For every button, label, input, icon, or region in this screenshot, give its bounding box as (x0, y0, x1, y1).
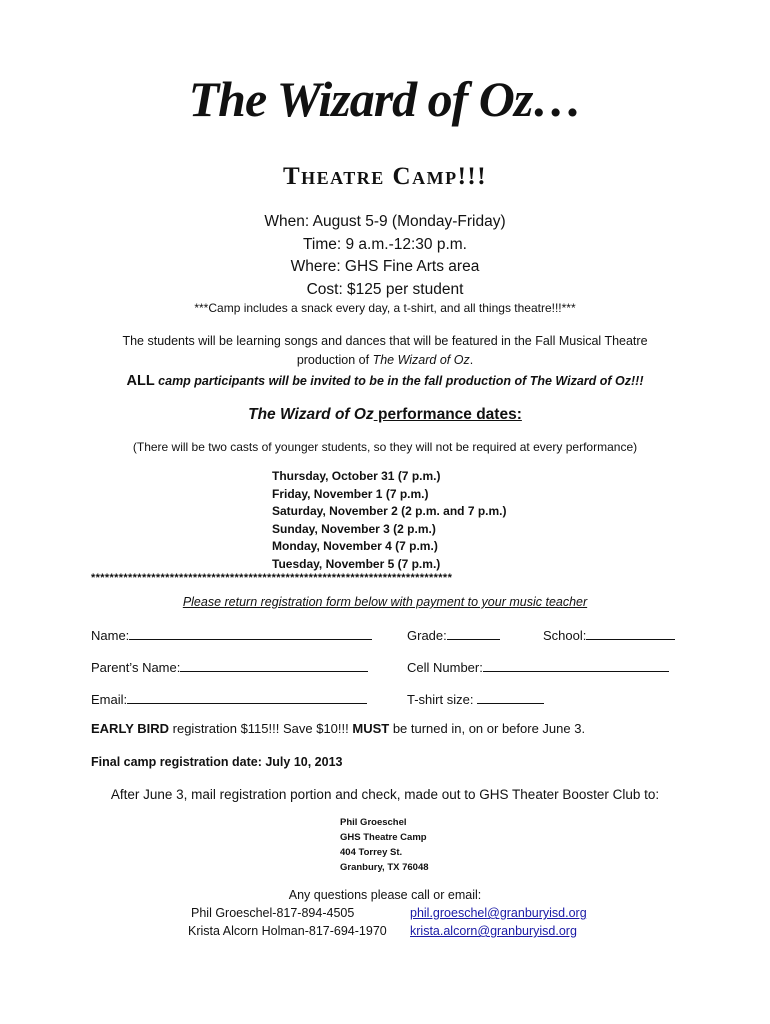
performance-dates (272, 468, 507, 574)
description (0, 332, 770, 370)
email-field[interactable] (91, 691, 367, 707)
invite-all: ALL (126, 373, 155, 389)
questions-line: Any questions please call or email: (288, 888, 482, 902)
separator-line: ****************************************************************************** (91, 572, 453, 584)
address-line: GHS Theatre Camp (340, 832, 427, 843)
performance-note: (There will be two casts of younger students, so they will not be required at every performance) (132, 440, 638, 454)
where-line: Where: GHS Fine Arts area (290, 258, 480, 275)
parent-name-blank[interactable] (180, 659, 368, 672)
early-bird-line: EARLY BIRD registration $115!!! Save $10!!! MUST be turned in, on or before June 3. (91, 721, 586, 736)
must-label: MUST (352, 721, 390, 736)
performance-heading-rest: performance dates: (373, 406, 522, 423)
school-field[interactable] (543, 627, 675, 643)
address-line: 404 Torrey St. (340, 847, 403, 858)
contact-email-link[interactable]: phil.groeschel@granburyisd.org (410, 906, 587, 920)
invite-line: ALL camp participants will be invited to be in the fall production of The Wizard of Oz!!! (126, 373, 644, 389)
school-blank[interactable] (586, 627, 675, 640)
final-date: Final camp registration date: July 10, 2013 (91, 755, 343, 769)
cell-number-field[interactable] (407, 659, 669, 675)
show-title: The Wizard of Oz (372, 353, 470, 367)
page-title: The Wizard of Oz… (188, 71, 582, 127)
camp-info (0, 211, 770, 301)
includes-note: ***Camp includes a snack every day, a t-shirt, and all things theatre!!!*** (194, 301, 576, 315)
address-line: Phil Groeschel (340, 817, 407, 828)
contact-name: Krista Alcorn Holman-817-694-1970 (188, 924, 387, 938)
grade-field[interactable] (407, 627, 500, 643)
performance-heading-title: The Wizard of Oz (248, 406, 374, 423)
parent-name-label: Parent’s Name: (91, 660, 181, 675)
page-subtitle: Theatre Camp!!! (282, 163, 488, 190)
performance-date: Friday, November 1 (7 p.m.) (272, 486, 429, 501)
email-blank[interactable] (127, 691, 367, 704)
name-label: Name: (91, 628, 130, 643)
school-label: School: (543, 628, 587, 643)
cell-number-blank[interactable] (483, 659, 669, 672)
mailing-address (340, 815, 429, 875)
name-field[interactable] (91, 627, 372, 643)
performance-date: Sunday, November 3 (2 p.m.) (272, 521, 436, 536)
cell-number-label: Cell Number: (407, 660, 483, 675)
email-label: Email: (91, 692, 128, 707)
when-line: When: August 5-9 (Monday-Friday) (264, 213, 506, 230)
performance-date: Monday, November 4 (7 p.m.) (272, 539, 438, 554)
tshirt-size-label: T-shirt size: (407, 692, 474, 707)
grade-blank[interactable] (447, 627, 500, 640)
performance-date: Saturday, November 2 (2 p.m. and 7 p.m.) (272, 504, 507, 519)
mail-instruction: After June 3, mail registration portion and check, made out to GHS Theater Booster Club to: (110, 787, 660, 802)
grade-label: Grade: (407, 628, 447, 643)
parent-name-field[interactable] (91, 659, 368, 675)
contact-name: Phil Groeschel-817-894-4505 (191, 906, 355, 920)
early-bird-label: EARLY BIRD (91, 721, 170, 736)
contact-email-link[interactable]: krista.alcorn@granburyisd.org (410, 924, 577, 938)
address-line: Granbury, TX 76048 (340, 862, 429, 873)
performance-date: Tuesday, November 5 (7 p.m.) (272, 556, 441, 571)
performance-heading (0, 406, 770, 424)
description-line-1: The students will be learning songs and dances that will be featured in the Fall Musical Theatre (122, 334, 648, 348)
cost-line: Cost: $125 per student (306, 280, 464, 298)
tshirt-size-field[interactable] (407, 691, 544, 707)
description-line-2: production of The Wizard of Oz. (296, 353, 474, 367)
return-note: Please return registration form below with payment to your music teacher (182, 595, 588, 609)
tshirt-size-blank[interactable] (477, 691, 544, 704)
time-line: Time: 9 a.m.-12:30 p.m. (303, 235, 467, 253)
name-blank[interactable] (129, 627, 372, 640)
performance-date: Thursday, October 31 (7 p.m.) (272, 469, 441, 483)
